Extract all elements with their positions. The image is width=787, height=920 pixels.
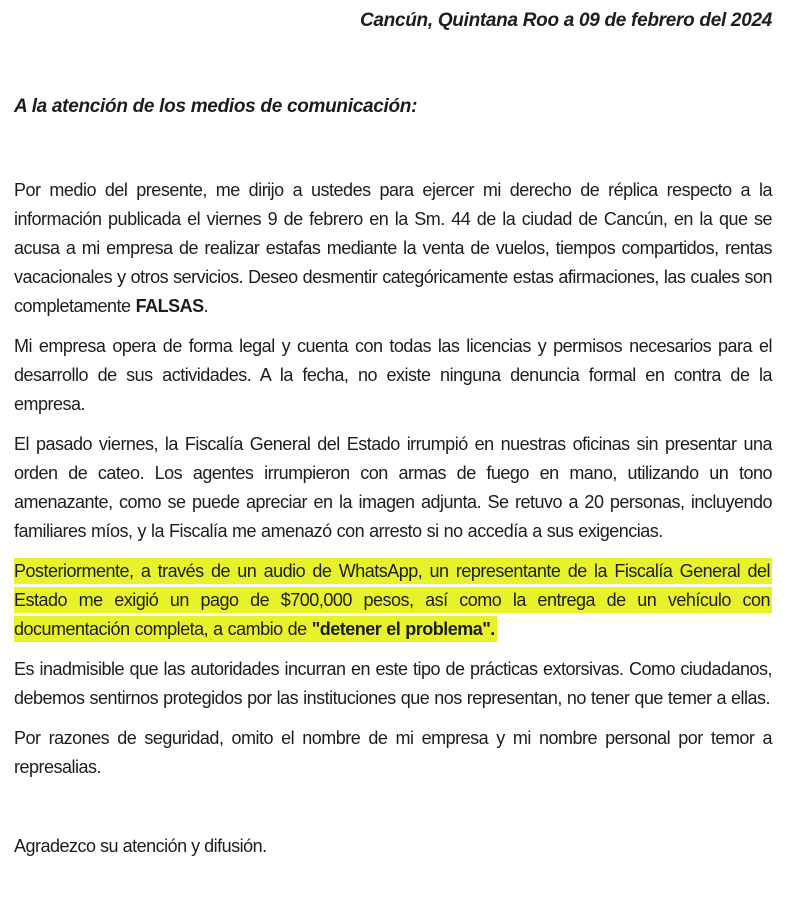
body-text: Es inadmisible que las autoridades incurran en este tipo de prácticas extorsivas. Como ciudadanos, debemos sentirnos protegidos por las instituciones que nos representan, no tener que temer a ellas. <box>14 659 772 708</box>
letter-paragraph <box>14 724 772 782</box>
body-text: Posteriormente, a través de un audio de WhatsApp, un representante de la Fiscalía General del Estado me exigió un pago de $700,000 pesos, así como la entrega de un vehículo con documentación completa, a cambio de <box>14 561 770 639</box>
letter-date-line: Cancún, Quintana Roo a 09 de febrero del 2024 <box>359 10 772 31</box>
body-text: Por medio del presente, me dirijo a ustedes para ejercer mi derecho de réplica respecto a la información publicada el viernes 9 de febrero en la Sm. 44 de la ciudad de Cancún, en la que se acusa a mi empresa de realizar estafas mediante la venta de vuelos, tiempos compartidos, rentas vacacionales y otros servicios. Deseo desmentir categóricamente estas afirmaciones, las cuales son completamente <box>14 180 772 316</box>
highlight-mark <box>14 558 772 642</box>
letter-paragraph <box>14 655 772 713</box>
bold-text: "detener el problema". <box>311 619 495 639</box>
letter-body <box>14 176 772 782</box>
letter-paragraph <box>14 430 772 546</box>
letter-closing: Agradezco su atención y difusión. <box>14 836 267 856</box>
letter-salutation: A la atención de los medios de comunicación: <box>14 96 418 117</box>
letter-paragraph <box>14 332 772 419</box>
letter-paragraph <box>14 176 772 321</box>
body-text: Por razones de seguridad, omito el nombre de mi empresa y mi nombre personal por temor a represalias. <box>14 728 772 777</box>
body-text: Mi empresa opera de forma legal y cuenta con todas las licencias y permisos necesarios para el desarrollo de sus actividades. A la fecha, no existe ninguna denuncia formal en contra de la empresa. <box>14 336 772 414</box>
letter-paragraph-highlighted <box>14 557 772 644</box>
body-text: El pasado viernes, la Fiscalía General del Estado irrumpió en nuestras oficinas sin presentar una orden de cateo. Los agentes irrumpieron con armas de fuego en mano, utilizando un tono amenazante, como se puede apreciar en la imagen adjunta. Se retuvo a 20 personas, incluyendo familiares míos, y la Fiscalía me amenazó con arresto si no accedía a sus exigencias. <box>14 434 772 541</box>
bold-text: FALSAS <box>135 296 204 316</box>
body-text: . <box>203 296 209 316</box>
